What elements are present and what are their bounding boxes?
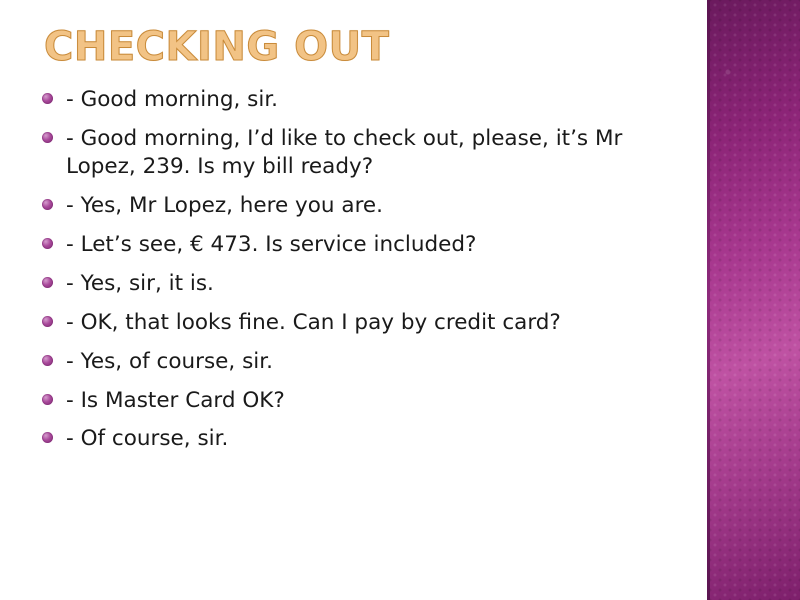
list-item — [36, 309, 696, 337]
list-item — [36, 387, 696, 415]
list-item-text: - Of course, sir. — [66, 426, 229, 452]
bullet-point-icon — [42, 394, 53, 405]
bullet-point-icon — [42, 432, 53, 443]
list-item — [36, 348, 696, 376]
list-item — [36, 125, 696, 181]
bullet-point-icon — [42, 355, 53, 366]
decorative-band-edge — [707, 0, 710, 600]
bullet-point-icon — [42, 238, 53, 249]
bullet-point-icon — [42, 93, 53, 104]
bullet-point-icon — [42, 132, 53, 143]
list-item-text: - OK, that looks fine. Can I pay by credit card? — [66, 309, 561, 335]
list-item-text: - Yes, Mr Lopez, here you are. — [66, 192, 383, 218]
list-item — [36, 270, 696, 298]
list-item-text: - Is Master Card OK? — [66, 387, 285, 413]
bullet-point-icon — [42, 277, 53, 288]
decorative-right-band — [710, 0, 800, 600]
list-item-text: - Good morning, sir. — [66, 87, 279, 112]
bullet-point-icon — [42, 316, 53, 327]
bullet-list — [36, 86, 696, 464]
list-item — [36, 192, 696, 220]
list-item-text: - Good morning, I’d like to check out, please, it’s Mr Lopez, 239. Is my bill ready? — [66, 125, 630, 179]
slide-title: CHECKING OUT — [44, 24, 390, 70]
list-item — [36, 231, 696, 259]
list-item-text: - Let’s see, € 473. Is service included? — [66, 231, 477, 257]
list-item-text: - Yes, sir, it is. — [66, 270, 214, 296]
list-item-text: - Yes, of course, sir. — [66, 348, 273, 374]
bullet-point-icon — [42, 199, 53, 210]
list-item — [36, 425, 696, 453]
list-item — [36, 86, 696, 114]
